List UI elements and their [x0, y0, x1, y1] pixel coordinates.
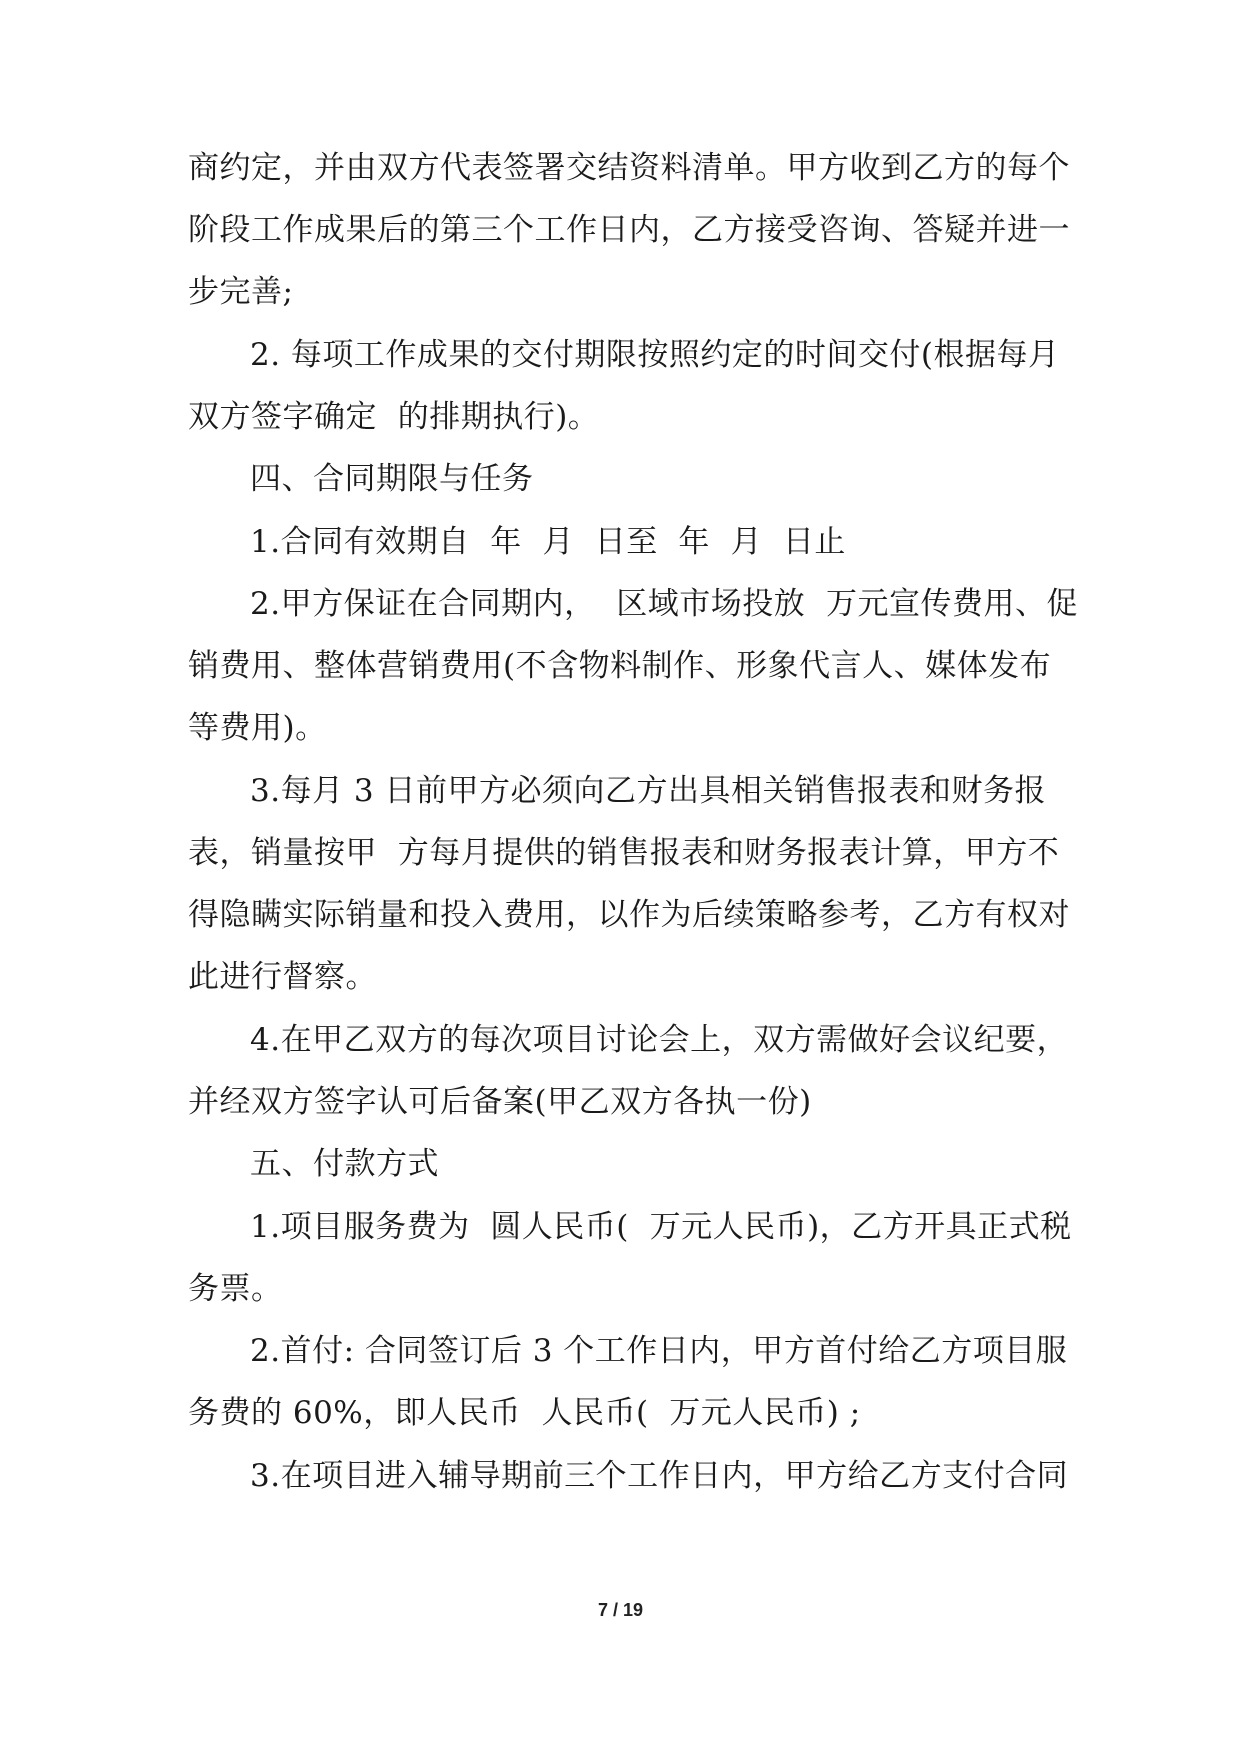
text-line: 销费用、整体营销费用(不含物料制作、形象代言人、媒体发布: [188, 648, 1052, 684]
text-line: 务费的 60%，即人民币 人民币( 万元人民币) ;: [188, 1395, 861, 1431]
section-heading: 四、合同期限与任务: [250, 461, 534, 497]
text-line: 1.合同有效期自 年 月 日至 年 月 日止: [250, 524, 846, 560]
text-line: 2.甲方保证在合同期内， 区域市场投放 万元宣传费用、促: [250, 586, 1078, 622]
text-line: 1.项目服务费为 圆人民币( 万元人民币)，乙方开具正式税: [250, 1209, 1072, 1245]
text-line: 2. 每项工作成果的交付期限按照约定的时间交付(根据每月: [250, 337, 1060, 373]
text-line: 并经双方签字认可后备案(甲乙双方各执一份): [188, 1084, 812, 1120]
text-line: 得隐瞒实际销量和投入费用，以作为后续策略参考，乙方有权对: [188, 897, 1070, 933]
text-line: 2.首付: 合同签订后 3 个工作日内，甲方首付给乙方项目服: [250, 1333, 1068, 1369]
text-line: 商约定，并由双方代表签署交结资料清单。甲方收到乙方的每个: [188, 150, 1070, 186]
text-line: 表，销量按甲 方每月提供的销售报表和财务报表计算，甲方不: [188, 835, 1060, 871]
text-line: 务票。: [188, 1271, 283, 1307]
text-line: 4.在甲乙双方的每次项目讨论会上，双方需做好会议纪要，: [250, 1022, 1069, 1058]
text-line: 3.每月 3 日前甲方必须向乙方出具相关销售报表和财务报: [250, 773, 1047, 809]
text-line: 此进行督察。: [188, 959, 377, 995]
text-line: 等费用)。: [188, 710, 327, 746]
text-line: 3.在项目进入辅导期前三个工作日内，甲方给乙方支付合同: [250, 1458, 1069, 1494]
text-line: 阶段工作成果后的第三个工作日内，乙方接受咨询、答疑并进一: [188, 212, 1070, 248]
text-line: 双方签字确定 的排期执行)。: [188, 399, 600, 435]
page-number: 7 / 19: [597, 1600, 644, 1620]
section-heading: 五、付款方式: [250, 1146, 439, 1182]
text-line: 步完善;: [188, 274, 294, 310]
